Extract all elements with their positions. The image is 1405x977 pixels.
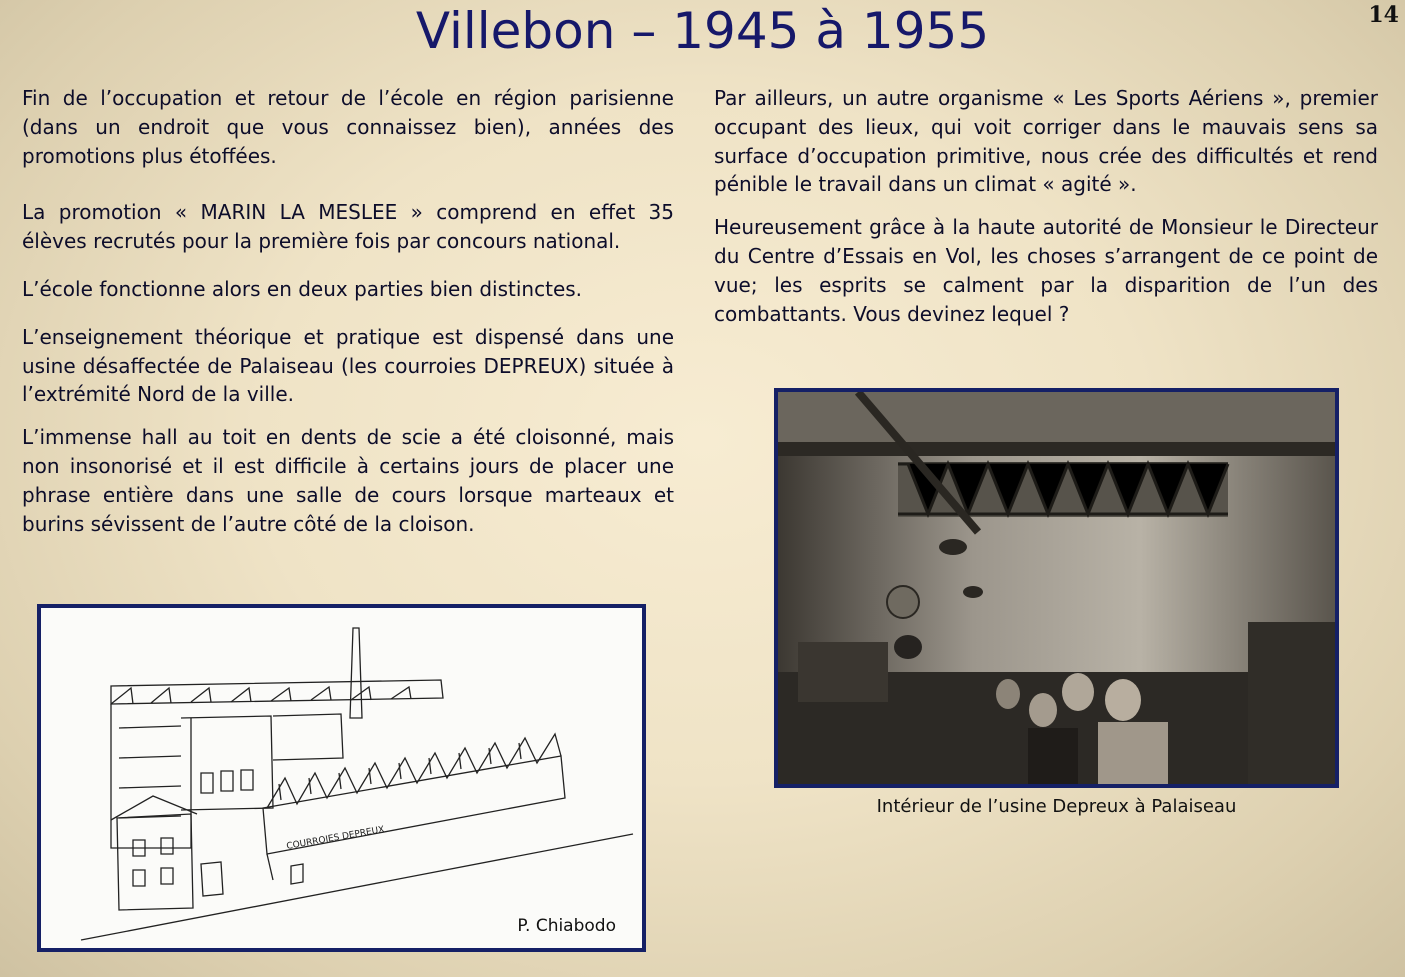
- left-text-column: [22, 84, 674, 538]
- paragraph-intro: Fin de l’occupation et retour de l’école en région parisienne (dans un endroit que vous connaissez bien), années des promotions plus étoffées.: [22, 86, 674, 168]
- photo-caption: Intérieur de l’usine Depreux à Palaiseau: [876, 796, 1237, 817]
- right-text-column: [714, 84, 1378, 328]
- paragraph-resolution: Heureusement grâce à la haute autorité de Monsieur le Directeur du Centre d’Essais en Vol, les choses s’arrangent de ce point de vue; les esprits se calment par la disparition de l’un des combattants. Vous devinez lequel ?: [714, 215, 1378, 326]
- paragraph-promotion: La promotion « MARIN LA MESLEE » comprend en effet 35 élèves recrutés pour la première fois par concours national.: [22, 200, 674, 254]
- paragraph-hall: L’immense hall au toit en dents de scie a été cloisonné, mais non insonorisé et il est difficile à certains jours de placer une phrase entière dans une salle de cours lorsque marteaux et burins sévissent de l’autre côté de la cloison.: [22, 425, 674, 536]
- factory-sketch: [37, 604, 646, 952]
- paragraph-two-parts: L’école fonctionne alors en deux parties bien distinctes.: [22, 276, 583, 301]
- factory-interior-photo: [774, 388, 1339, 788]
- factory-drawing: [41, 608, 642, 948]
- interior-photo-image: [778, 392, 1335, 784]
- page-number: 14: [1368, 2, 1399, 28]
- paragraph-sports-aeriens: Par ailleurs, un autre organisme « Les Sports Aériens », premier occupant des lieux, qui voit corriger dans le mauvais sens sa surface d’occupation primitive, nous crée des difficultés et rend pénible le travail dans un climat « agité ».: [714, 86, 1378, 197]
- paragraph-teaching: L’enseignement théorique et pratique est dispensé dans une usine désaffectée de Palaiseau (les courroies DEPREUX) située à l’extrémité Nord de la ville.: [22, 324, 674, 407]
- page-title: Villebon – 1945 à 1955: [415, 2, 990, 60]
- factory-sign: COURROIES DEPREUX: [285, 824, 386, 852]
- sketch-credit: P. Chiabodo: [517, 916, 616, 936]
